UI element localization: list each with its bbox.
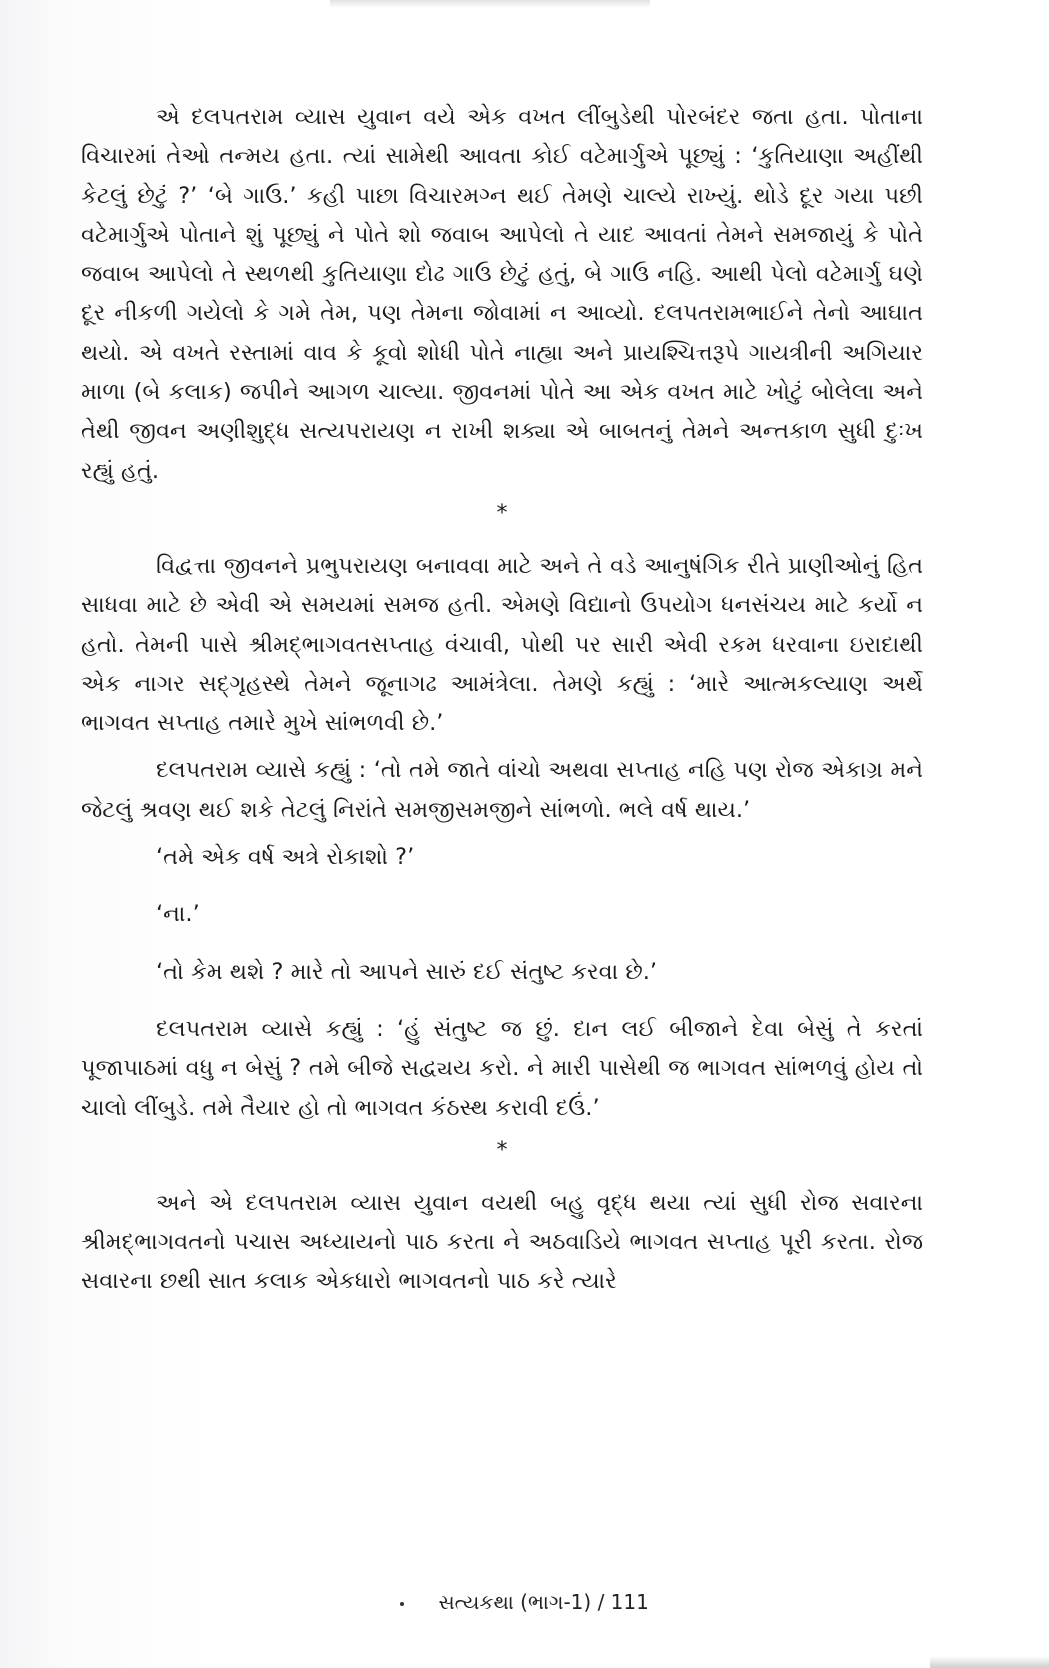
page-bottom-shadow bbox=[930, 1656, 1049, 1668]
footer-bullet-icon bbox=[400, 1602, 404, 1606]
dialog-line-2: ‘ના.’ bbox=[156, 901, 200, 928]
paragraph-1: એ દલપતરામ વ્યાસ યુવાન વયે એક વખત લીંબુડેથી પોરબંદર જતા હતા. પોતાના વિચારમાં તેઓ તન્મય હતા. ત્યાં સામેથી આવતા કોઈ વટેમાર્ગુએ પૂછ્યું : ‘કુતિયાણા અહીંથી કેટલું છેટું ?’ ‘બે ગાઉ.’ કહી પાછા વિચારમગ્ન થઈ તેમણે ચાલ્યે રાખ્યું. થોડે દૂર ગયા પછી વટેમાર્ગુએ પોતાને શું પૂછ્યું ને પોતે શો જવાબ આપેલો તે યાદ આવતાં તેમને સમજાયું કે પોતે જવાબ આપેલો તે સ્થળથી કુતિયાણા દોઢ ગાઉ છેટું હતું, બે ગાઉ નહિ. આથી પેલો વટેમાર્ગુ ઘણે દૂર નીકળી ગયેલો કે ગમે તેમ, પણ તેમના જોવામાં ન આવ્યો. દલપતરામભાઈને તેનો આઘાત થયો. એ વખતે રસ્તામાં વાવ કે કૂવો શોધી પોતે નાહ્યા અને પ્રાયશ્ચિત્તરૂપે ગાયત્રીની અગિયાર માળા (બે કલાક) જપીને આગળ ચાલ્યા. જીવનમાં પોતે આ એક વખત માટે ખોટું બોલેલા અને તેથી જીવન અણીશુદ્ધ સત્યપરાયણ ન રાખી શક્યા એ બાબતનું તેમને અન્તકાળ સુધી દુઃખ રહ્યું હતું. bbox=[81, 104, 923, 484]
footer-divider: / bbox=[597, 1590, 605, 1614]
paragraph-3: દલપતરામ વ્યાસે કહ્યું : ‘તો તમે જાતે વાંચો અથવા સપ્તાહ નહિ પણ રોજ એકાગ્ર મને જેટલું શ્રવણ થઈ શકે તેટલું નિરાંતે સમજીસમજીને સાંભળો. ભલે વર્ષ થાય.’ bbox=[81, 757, 923, 823]
section-separator-2: * bbox=[496, 1137, 508, 1163]
paragraph-8: અને એ દલપતરામ વ્યાસ યુવાન વયથી બહુ વૃદ્ધ થયા ત્યાં સુધી રોજ સવારના શ્રીમદ્ભાગવતનો પચાસ અધ્યાયનો પાઠ કરતા ને અઠવાડિયે ભાગવત સપ્તાહ પૂરી કરતા. રોજ સવારના છથી સાત કલાક એકધારો ભાગવતનો પાઠ કરે ત્યારે bbox=[81, 1189, 923, 1295]
section-separator-1: * bbox=[496, 500, 508, 526]
page-number: 111 bbox=[610, 1590, 649, 1614]
dialog-line-1: ‘તમે એક વર્ષ અત્રે રોકાશો ?’ bbox=[156, 844, 415, 871]
paragraph-2: વિદ્વત્તા જીવનને પ્રભુપરાયણ બનાવવા માટે અને તે વડે આનુષંગિક રીતે પ્રાણીઓનું હિત સાધવા માટે છે એવી એ સમયમાં સમજ હતી. એમણે વિદ્યાનો ઉપયોગ ધનસંચય માટે કર્યો ન હતો. તેમની પાસે શ્રીમદ્ભાગવતસપ્તાહ વંચાવી, પોથી પર સારી એવી રકમ ધરવાના ઇરાદાથી એક નાગર સદ્‌ગૃહસ્થે તેમને જૂનાગઢ આમંત્રેલા. તેમણે કહ્યું : ‘મારે આત્મકલ્યાણ અર્થે ભાગવત સપ્તાહ તમારે મુખે સાંભળવી છે.’ bbox=[81, 552, 923, 737]
paragraph-7: દલપતરામ વ્યાસે કહ્યું : ‘હું સંતુષ્ટ જ છું. દાન લઈ બીજાને દેવા બેસું તે કરતાં પૂજાપાઠમાં વધુ ન બેસું ? તમે બીજે સદ્વ્યય કરો. ને મારી પાસેથી જ ભાગવત સાંભળવું હોય તો ચાલો લીંબુડે. તમે તૈયાર હો તો ભાગવત કંઠસ્થ કરાવી દઉં.’ bbox=[81, 1015, 923, 1121]
dialog-line-3: ‘તો કેમ થશે ? મારે તો આપને સારું દઈ સંતુષ્ટ કરવા છે.’ bbox=[156, 958, 658, 985]
page-body bbox=[81, 98, 923, 1310]
footer-book-title: સત્યકથા (ભાગ-1) bbox=[438, 1590, 592, 1614]
page-footer bbox=[0, 1590, 1049, 1614]
page-top-shadow bbox=[330, 0, 650, 8]
